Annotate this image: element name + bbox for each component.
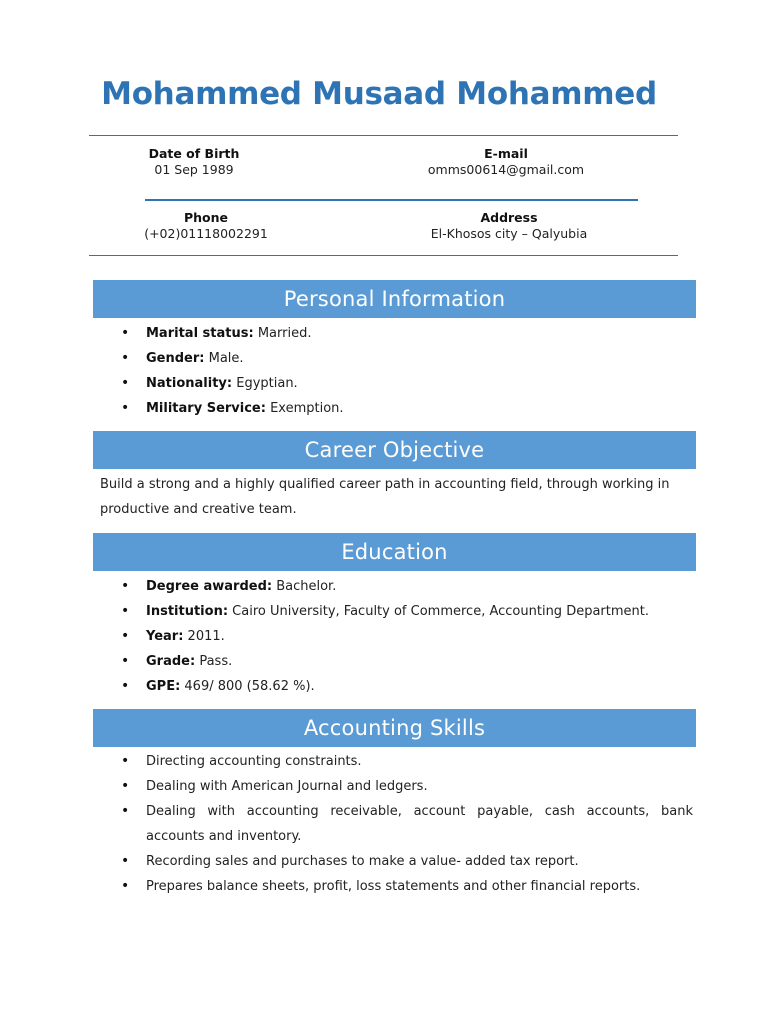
item-label: Nationality: (146, 376, 233, 391)
list-item (93, 371, 693, 396)
email-label: E-mail (484, 146, 528, 161)
list-item (93, 599, 693, 624)
list-item: • Recording sales and purchases to make a value- added tax report. (93, 849, 693, 874)
item-label: Marital status: (146, 326, 254, 341)
accounting-skills-list (93, 749, 693, 899)
item-value: Pass. (195, 654, 233, 669)
list-item (93, 396, 693, 421)
phone-label: Phone (183, 210, 229, 225)
item-label: Grade: (146, 654, 196, 669)
section-header-career-objective: Career Objective (93, 431, 696, 469)
dob-value: 01 Sep 1989 (154, 162, 234, 177)
divider-bottom (89, 255, 678, 256)
resume-name: Mohammed Musaad Mohammed (101, 76, 657, 112)
item-label: Year: (146, 629, 184, 644)
section-header-education: Education (93, 533, 696, 571)
item-label: Gender: (146, 351, 205, 366)
list-item (93, 649, 693, 674)
list-item (93, 574, 693, 599)
list-item (93, 346, 693, 371)
list-item: • Directing accounting constraints. (93, 749, 693, 774)
item-value: 2011. (183, 629, 225, 644)
education-list (93, 574, 693, 699)
section-header-personal-information: Personal Information (93, 280, 696, 318)
email-value: omms00614@gmail.com (427, 162, 585, 177)
item-value: Cairo University, Faculty of Commerce, Accounting Department. (228, 604, 649, 619)
item-value: 469/ 800 (58.62 %). (180, 679, 315, 694)
career-objective-text: Build a strong and a highly qualified career path in accounting field, through working in productive and creative team. (100, 477, 670, 517)
item-value: Exemption. (265, 401, 344, 416)
item-value: Male. (204, 351, 244, 366)
item-label: Institution: (146, 604, 229, 619)
list-item (93, 624, 693, 649)
address-label: Address (480, 210, 538, 225)
item-value: Bachelor. (272, 579, 337, 594)
contact-address (399, 210, 619, 242)
list-item (93, 321, 693, 346)
personal-information-list (93, 321, 693, 421)
dob-label: Date of Birth (148, 146, 240, 161)
list-item: • Dealing with accounting receivable, account payable, cash accounts, bank accounts and inventory. (93, 799, 693, 849)
list-item: • Dealing with American Journal and ledgers. (93, 774, 693, 799)
item-value: Egyptian. (232, 376, 298, 391)
item-label: Military Service: (146, 401, 266, 416)
contact-dob (134, 146, 254, 178)
divider-top (89, 135, 678, 136)
list-item: • Prepares balance sheets, profit, loss statements and other financial reports. (93, 874, 693, 899)
divider-middle (145, 199, 638, 201)
phone-value: (+02)01118002291 (144, 226, 268, 241)
address-value: El-Khosos city – Qalyubia (430, 226, 588, 241)
item-value: Married. (253, 326, 312, 341)
item-label: GPE: (146, 679, 181, 694)
contact-phone (136, 210, 276, 242)
list-item (93, 674, 693, 699)
contact-email (386, 146, 626, 178)
item-label: Degree awarded: (146, 579, 273, 594)
section-header-accounting-skills: Accounting Skills (93, 709, 696, 747)
